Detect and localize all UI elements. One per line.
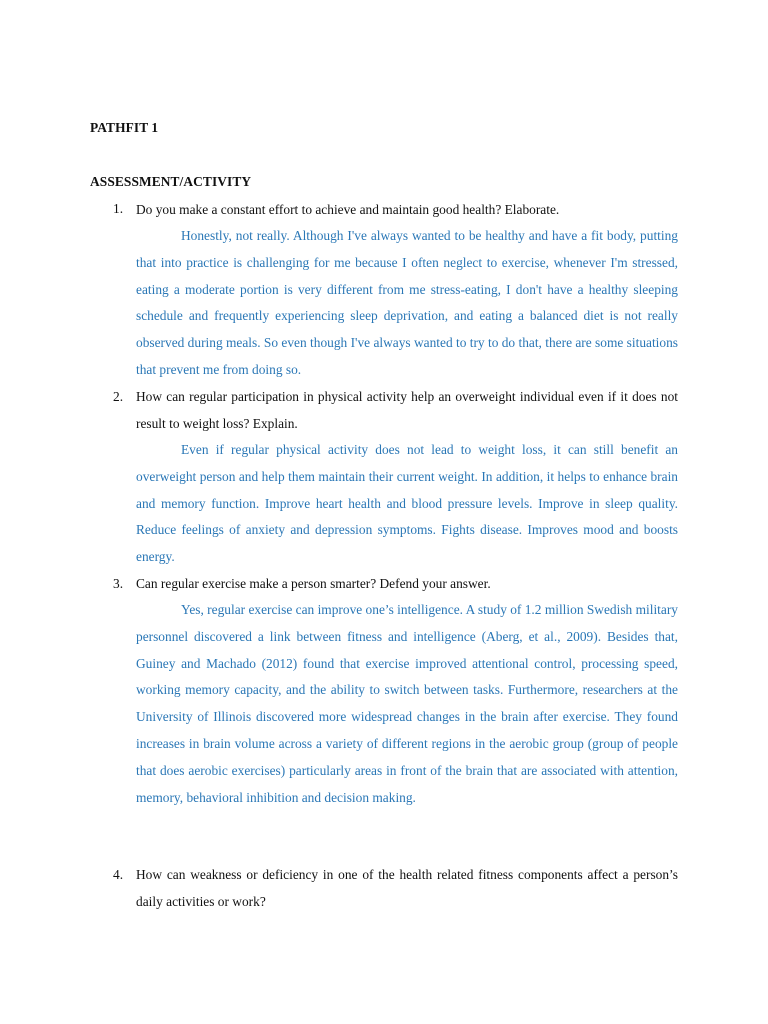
question-text: Can regular exercise make a person smarter? Defend your answer. [136,576,491,591]
question-number: 1. [113,201,124,216]
question-text: How can weakness or deficiency in one of the health related fitness components affect a person’s daily activities or work? [136,867,678,909]
question-text: How can regular participation in physical activity help an overweight individual even if it does not result to weight loss? Explain. [136,389,678,431]
answer-text: Honestly, not really. Although I've always wanted to be healthy and have a fit body, putting that into practice is challenging for me because I often neglect to exercise, whenever I'm stressed, eating a moderate portion is very different from me stress-eating, I don't have a healthy sleeping schedule and frequently experiencing sleep deprivation, and eating a balanced diet is not really observed during meals. So even though I've always wanted to try to do that, there are some situations that prevent me from doing so. [136,228,679,377]
question-number: 4. [113,867,124,882]
answer-text: Even if regular physical activity does not lead to weight loss, it can still benefit an overweight person and help them maintain their current weight. In addition, it helps to enhance brain and memory function. Improve heart health and blood pressure levels. Improve in sleep quality. Reduce feelings of anxiety and depression symptoms. Fights disease. Improves mood and boosts energy. [136,442,678,565]
question-number: 3. [113,576,124,591]
document-title: PATHFIT 1 [90,120,159,135]
section-heading: ASSESSMENT/ACTIVITY [90,174,252,189]
question-number: 2. [113,389,124,404]
answer-text: Yes, regular exercise can improve one’s intelligence. A study of 1.2 million Swedish military personnel discovered a link between fitness and intelligence (Aberg, et al., 2009). Besides that, Guiney and Machado (2012) found that exercise improved attentional control, processing speed, working memory capacity, and the ability to switch between tasks. Furthermore, researchers at the University of Illinois discovered more widespread changes in the brain after exercise. They found increases in brain volume across a variety of different regions in the aerobic group (group of people that does aerobic exercises) particularly areas in front of the brain that are associated with attention, memory, behavioral inhibition and decision making. [136,602,678,805]
question-text: Do you make a constant effort to achieve and maintain good health? Elaborate. [136,202,560,217]
